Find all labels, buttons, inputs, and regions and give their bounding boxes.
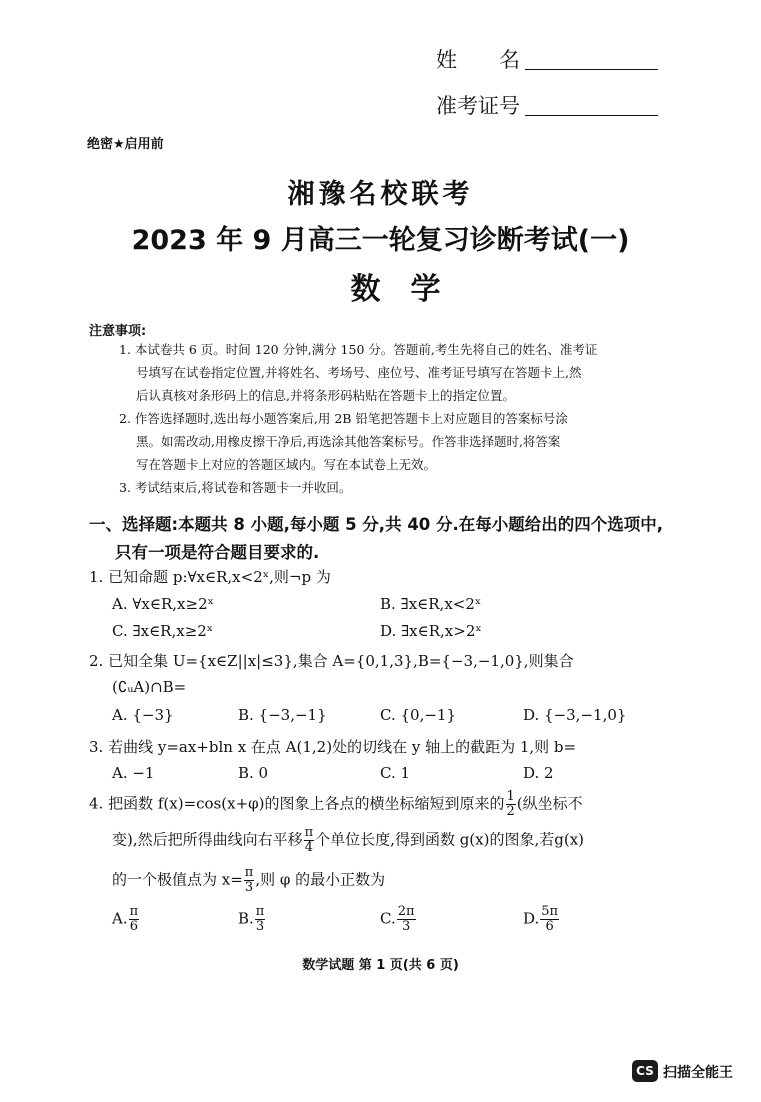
q3-option-a[interactable]: A. −1	[112, 764, 155, 782]
question-1-stem: 1. 已知命题 p:∀x∈R,x<2ˣ,则¬p 为	[89, 568, 331, 586]
question-2-stem: 2. 已知全集 U={x∈Z||x|≤3},集合 A={0,1,3},B={−3,−1,0},则集合	[89, 652, 574, 670]
name-blank[interactable]	[525, 69, 658, 70]
exam-org-title: 湘豫名校联考	[287, 179, 474, 210]
page-footer: 数学试题 第 1 页(共 6 页)	[302, 958, 459, 973]
secret-label: 绝密★启用前	[87, 137, 164, 152]
notice-line: 2. 作答选择题时,选出每小题答案后,用 2B 铅笔把答题卡上对应题目的答案标号涂	[119, 411, 568, 426]
notice-line: 黑。如需改动,用橡皮擦干净后,再选涂其他答案标号。作答非选择题时,将答案	[136, 434, 561, 449]
ticket-number-blank[interactable]	[525, 115, 658, 116]
fraction: $\frac{\pi}{4}$	[304, 825, 314, 855]
camscanner-brand: 扫描全能王	[663, 1065, 733, 1081]
q2-option-d[interactable]: D. {−3,−1,0}	[523, 706, 627, 724]
section-heading: 一、选择题:本题共 8 小题,每小题 5 分,共 40 分.在每小题给出的四个选项中,	[89, 515, 664, 534]
exam-title: 2023 年 9 月高三一轮复习诊断考试(一)	[131, 225, 630, 256]
q4-option-c[interactable]: C. $\frac{2\pi}{3}$	[380, 904, 415, 934]
q1-option-a[interactable]: A. ∀x∈R,x≥2ˣ	[112, 595, 214, 613]
q1-option-d[interactable]: D. ∃x∈R,x>2ˣ	[380, 622, 482, 640]
q4-text: 个单位长度,得到函数 g(x)的图象,若g(x)	[315, 830, 585, 849]
fraction: $\frac{2\pi}{3}$	[397, 904, 415, 934]
notice-line: 3. 考试结束后,将试卷和答题卡一并收回。	[119, 480, 352, 495]
question-4-stem-cont	[112, 826, 584, 855]
ticket-number-label: 准考证号	[436, 94, 520, 118]
question-4-stem	[89, 790, 583, 819]
q4-text: 的一个极值点为 x=	[112, 870, 243, 889]
q1-option-b[interactable]: B. ∃x∈R,x<2ˣ	[380, 595, 482, 613]
q4-text: 变),然后把所得曲线向右平移	[112, 830, 303, 849]
q3-option-b[interactable]: B. 0	[238, 764, 269, 782]
question-4-stem-cont2	[112, 866, 385, 895]
camscanner-logo-icon: CS	[632, 1060, 658, 1082]
subject-title: 数学	[350, 272, 471, 307]
notice-line: 后认真核对条形码上的信息,并将条形码粘贴在答题卡上的指定位置。	[136, 388, 515, 403]
section-heading-cont: 只有一项是符合题目要求的.	[115, 543, 320, 562]
fraction: $\frac{\pi}{6}$	[129, 904, 139, 934]
q1-option-c[interactable]: C. ∃x∈R,x≥2ˣ	[112, 622, 214, 640]
q3-option-d[interactable]: D. 2	[523, 764, 554, 782]
q3-option-c[interactable]: C. 1	[380, 764, 411, 782]
fraction: $\frac{5\pi}{6}$	[541, 904, 559, 934]
notice-line: 号填写在试卷指定位置,并将姓名、考场号、座位号、准考证号填写在答题卡上,然	[136, 365, 582, 380]
q4-option-b[interactable]: B. $\frac{\pi}{3}$	[238, 904, 265, 934]
notice-line: 写在答题卡上对应的答题区域内。写在本试卷上无效。	[136, 457, 437, 472]
notice-heading: 注意事项:	[89, 324, 147, 339]
q4-option-a[interactable]: A. $\frac{\pi}{6}$	[112, 904, 139, 934]
q4-option-d[interactable]: D. $\frac{5\pi}{6}$	[523, 904, 559, 934]
notice-line: 1. 本试卷共 6 页。时间 120 分钟,满分 150 分。答题前,考生先将自己的姓名、准考证	[119, 342, 598, 357]
fraction: $\frac{\pi}{3}$	[244, 865, 254, 895]
question-2-stem-cont: (∁ᵤA)∩B=	[112, 678, 187, 696]
q4-text: (纵坐标不	[516, 794, 583, 813]
q2-option-c[interactable]: C. {0,−1}	[380, 706, 456, 724]
name-label: 姓 名	[436, 48, 520, 72]
q4-text: 4. 把函数 f(x)=cos(x+φ)的图象上各点的横坐标缩短到原来的	[89, 794, 505, 813]
fraction: $\frac{\pi}{3}$	[255, 904, 265, 934]
q4-text: ,则 φ 的最小正数为	[255, 870, 386, 889]
question-3-stem: 3. 若曲线 y=ax+bln x 在点 A(1,2)处的切线在 y 轴上的截距为 1,则 b=	[89, 738, 577, 756]
q2-option-a[interactable]: A. {−3}	[112, 706, 174, 724]
q2-option-b[interactable]: B. {−3,−1}	[238, 706, 327, 724]
fraction: $\frac{1}{2}$	[506, 789, 515, 819]
